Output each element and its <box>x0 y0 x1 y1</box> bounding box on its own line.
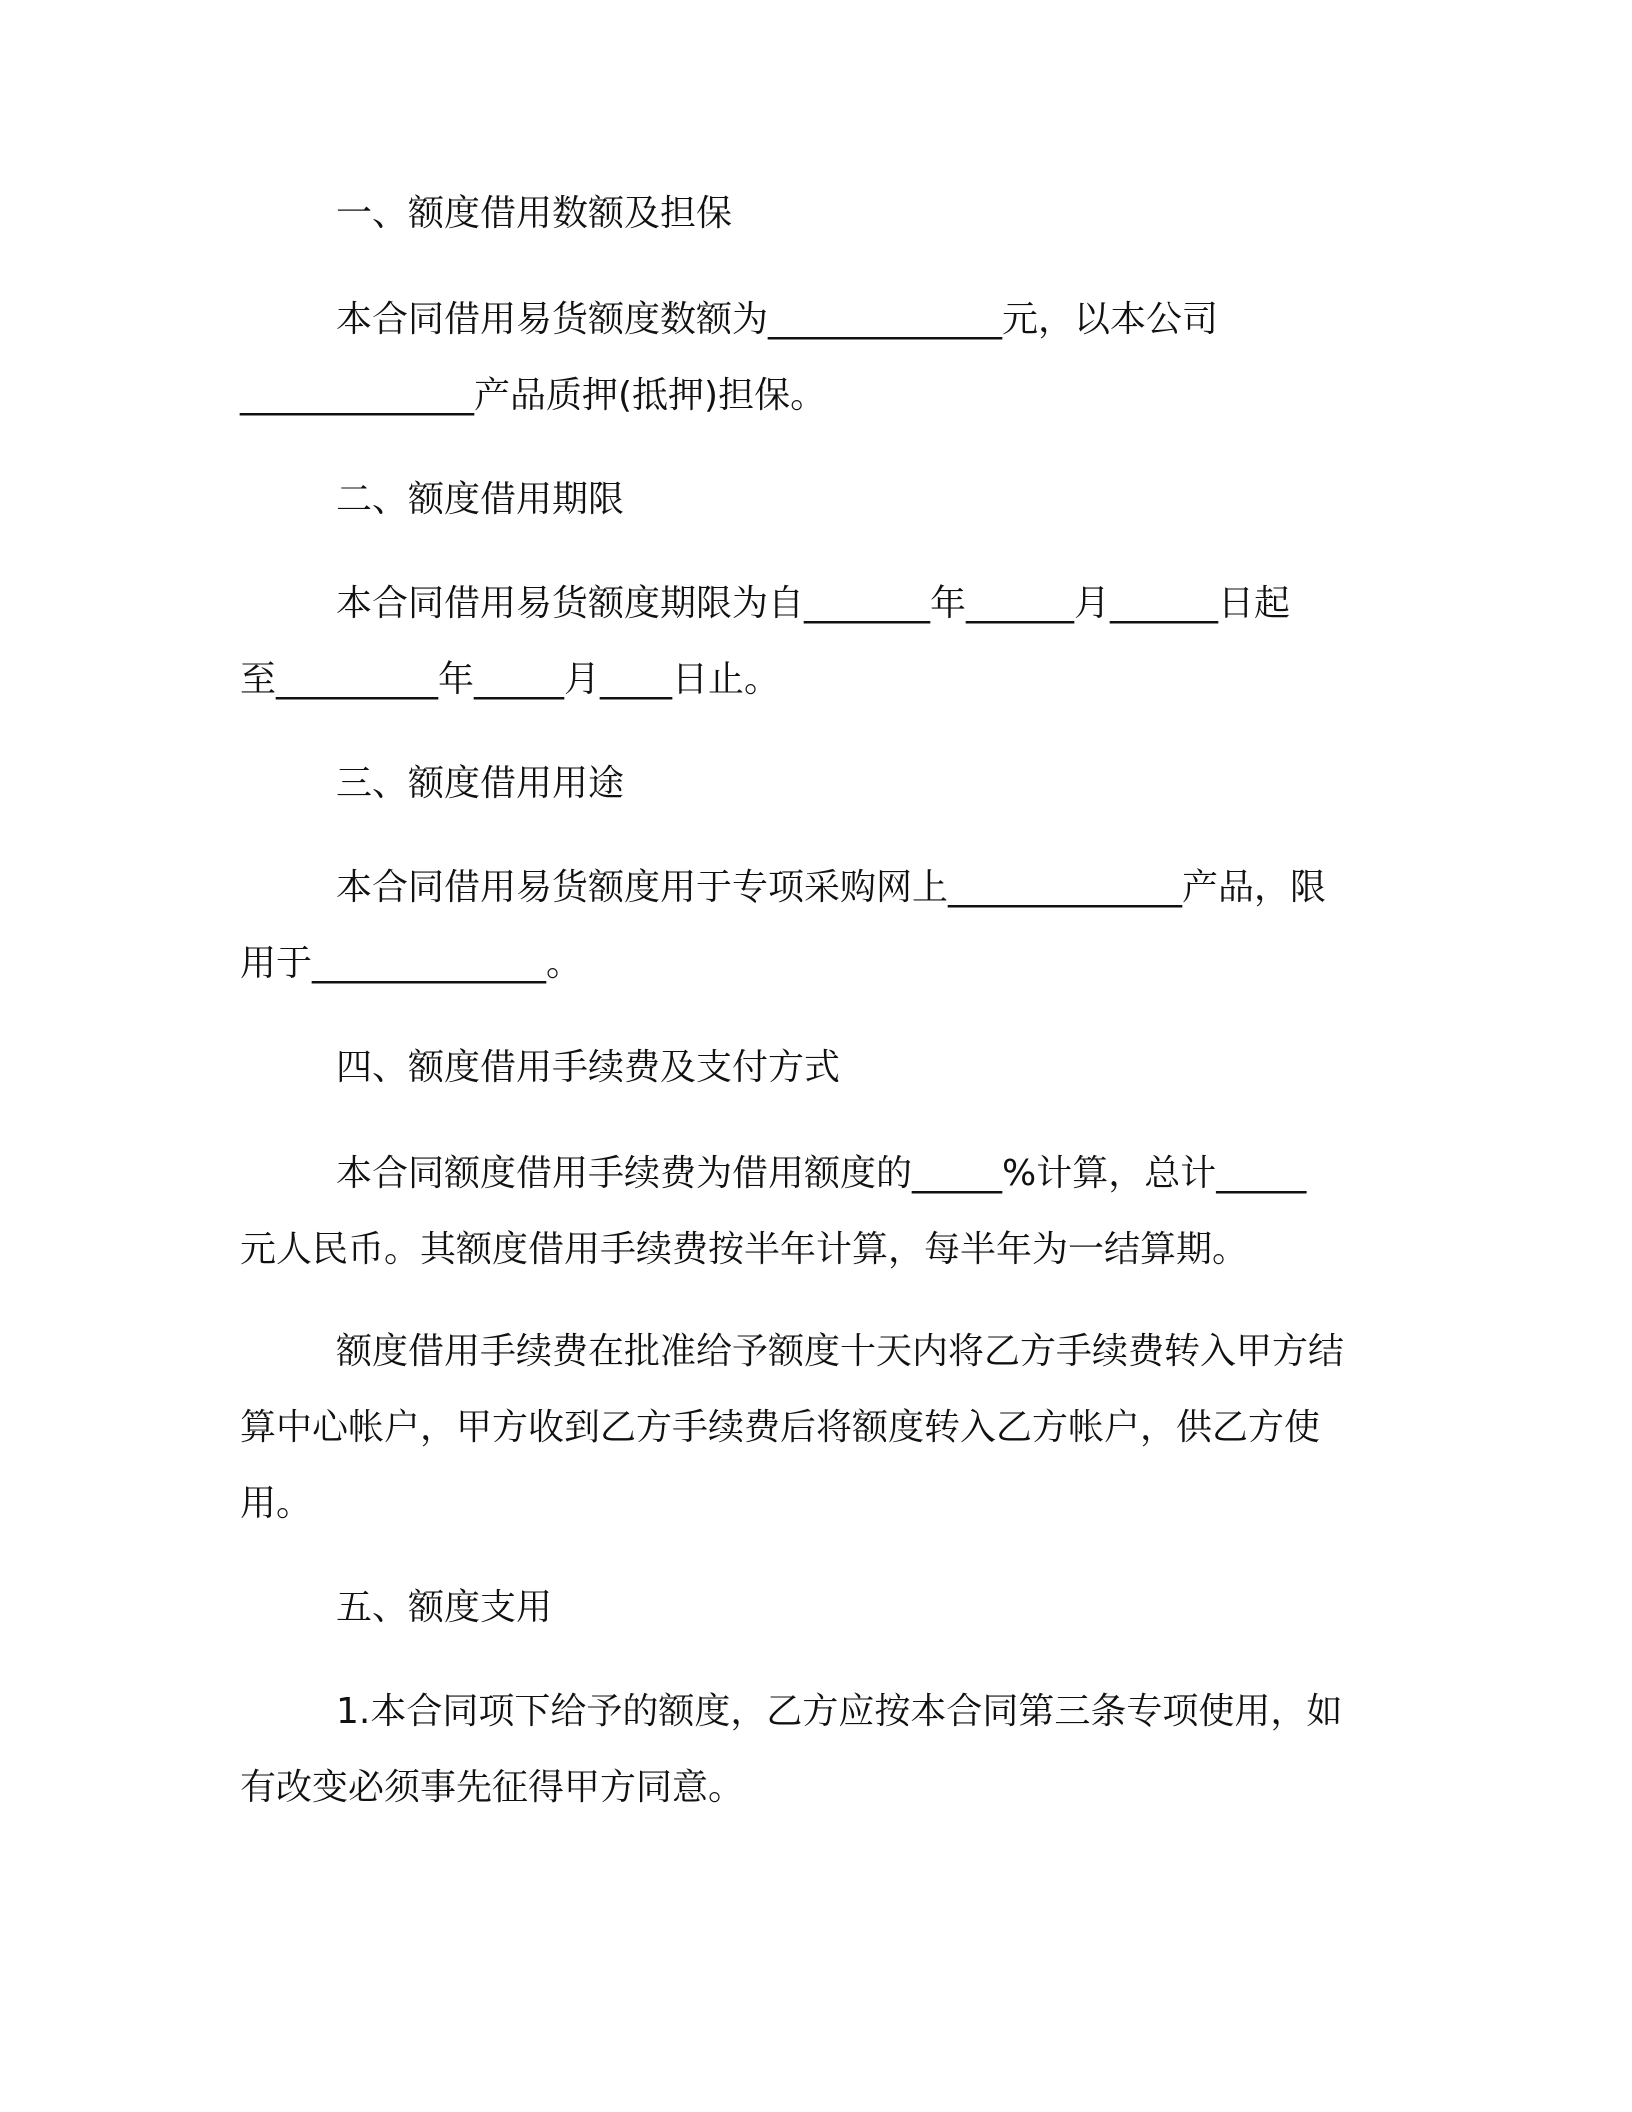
section-4-body-line-1: 本合同额度借用手续费为借用额度的_____%计算，总计_____ <box>336 1153 1307 1194</box>
section-1-body-line-2: _____________产品质押(抵押)担保。 <box>240 375 827 416</box>
section-4-body-line-5: 用。 <box>240 1483 313 1524</box>
section-1-heading: 一、额度借用数额及担保 <box>336 193 733 234</box>
section-3-body-line-2: 用于_____________。 <box>240 943 583 984</box>
section-3-body-line-1: 本合同借用易货额度用于专项采购网上_____________产品，限 <box>336 867 1327 908</box>
section-5-body-line-2: 有改变必须事先征得甲方同意。 <box>240 1767 745 1808</box>
section-2-body-line-2: 至_________年_____月____日止。 <box>240 659 781 700</box>
section-5-body-line-1: 1.本合同项下给予的额度，乙方应按本合同第三条专项使用，如 <box>336 1691 1343 1732</box>
section-4-body-line-4: 算中心帐户，甲方收到乙方手续费后将额度转入乙方帐户，供乙方使 <box>240 1407 1321 1448</box>
section-4-heading: 四、额度借用手续费及支付方式 <box>336 1047 841 1088</box>
section-3-heading: 三、额度借用用途 <box>336 763 625 804</box>
section-5-heading: 五、额度支用 <box>336 1587 553 1628</box>
section-2-heading: 二、额度借用期限 <box>336 479 625 520</box>
section-2-body-line-1: 本合同借用易货额度期限为自_______年______月______日起 <box>336 583 1291 624</box>
section-4-body-line-3: 额度借用手续费在批准给予额度十天内将乙方手续费转入甲方结 <box>336 1331 1345 1372</box>
section-4-body-line-2: 元人民币。其额度借用手续费按半年计算，每半年为一结算期。 <box>240 1229 1249 1270</box>
section-1-body-line-1: 本合同借用易货额度数额为_____________元，以本公司 <box>336 299 1219 340</box>
